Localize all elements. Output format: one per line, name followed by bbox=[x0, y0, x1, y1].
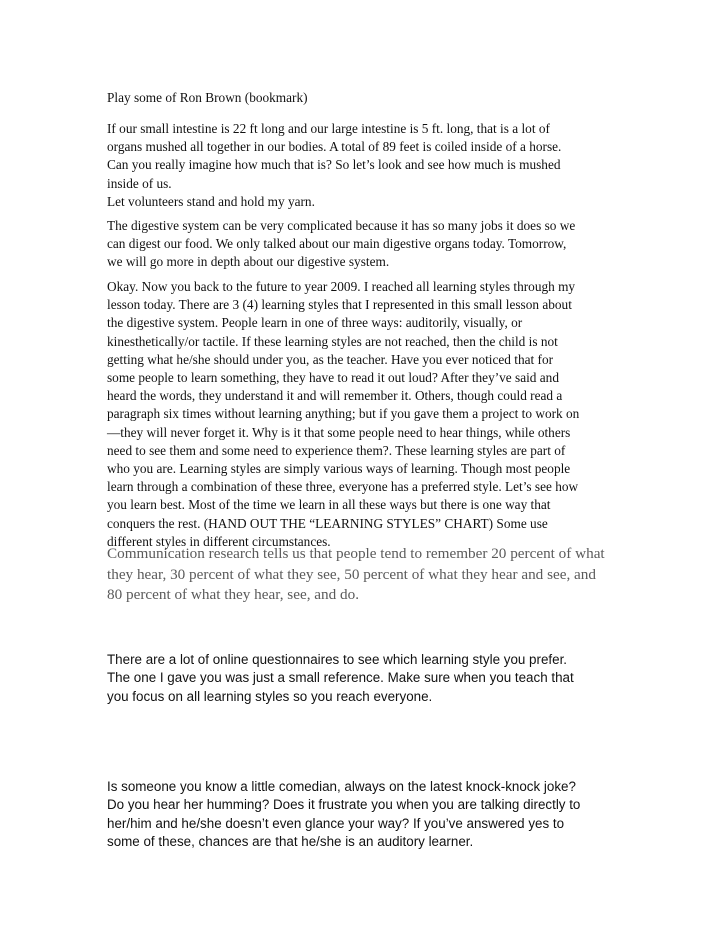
text-line: they hear, 30 percent of what they see, 50 percent of what they hear and see, and bbox=[107, 565, 596, 583]
text-line: some of these, chances are that he/she is an auditory learner. bbox=[107, 834, 474, 850]
text-line: Okay. Now you back to the future to year 2009. I reached all learning styles through my bbox=[107, 279, 576, 294]
text-line: conquers the rest. (HAND OUT THE “LEARNING STYLES” CHART) Some use bbox=[107, 515, 548, 531]
text-line: the digestive system. People learn in one of three ways: auditorily, visually, or bbox=[107, 315, 523, 331]
text-line: we will go more in depth about our digestive system. bbox=[107, 254, 390, 270]
heading bbox=[107, 89, 308, 107]
text-line: The digestive system can be very complicated because it has so many jobs it does so we bbox=[107, 218, 576, 233]
paragraph-auditory bbox=[107, 778, 580, 852]
paragraph-research-quote bbox=[107, 544, 605, 606]
text-line: inside of us. bbox=[107, 175, 172, 191]
text-line: who you are. Learning styles are simply various ways of learning. Though most people bbox=[107, 461, 571, 477]
text-line: you focus on all learning styles so you reach everyone. bbox=[107, 688, 433, 704]
text-line: Communication research tells us that people tend to remember 20 percent of what bbox=[107, 545, 605, 562]
text-line: The one I gave you was just a small reference. Make sure when you teach that bbox=[107, 670, 574, 686]
paragraph-digestive bbox=[107, 217, 575, 272]
paragraph-intestine bbox=[107, 120, 561, 211]
text-line: can digest our food. We only talked about our main digestive organs today. Tomorrow, bbox=[107, 236, 567, 252]
text-line: Let volunteers stand and hold my yarn. bbox=[107, 193, 315, 209]
text-line: organs mushed all together in our bodies. A total of 89 feet is coiled inside of a horse. bbox=[107, 139, 562, 155]
text-line: learn through a combination of these three, everyone has a preferred style. Let’s see how bbox=[107, 479, 579, 495]
text-line: heard the words, they understand it and will remember it. Others, though could read a bbox=[107, 388, 563, 404]
text-line: you learn best. Most of the time we learn in all these ways but there is one way that bbox=[107, 497, 551, 513]
text-line: —they will never forget it. Why is it that some people need to hear things, while others bbox=[107, 424, 571, 440]
text-line: paragraph six times without learning anything; but if you gave them a project to work on bbox=[107, 406, 580, 422]
paragraph-questionnaires bbox=[107, 651, 574, 706]
text-line: 80 percent of what they hear, see, and do. bbox=[107, 586, 359, 604]
text-line: Can you really imagine how much that is? So let’s look and see how much is mushed bbox=[107, 157, 561, 173]
text-line: her/him and he/she doesn’t even glance your way? If you’ve answered yes to bbox=[107, 815, 565, 831]
text-line: kinesthetically/or tactile. If these learning styles are not reached, then the child is not bbox=[107, 333, 558, 349]
text-line: Play some of Ron Brown (bookmark) bbox=[107, 90, 308, 105]
text-line: getting what he/she should under you, as the teacher. Have you ever noticed that for bbox=[107, 351, 554, 367]
paragraph-learning-styles bbox=[107, 278, 579, 551]
text-line: Do you hear her humming? Does it frustrate you when you are talking directly to bbox=[107, 797, 581, 813]
text-line: There are a lot of online questionnaires to see which learning style you prefer. bbox=[107, 652, 568, 667]
text-line: some people to learn something, they have to read it out loud? After they’ve said and bbox=[107, 370, 559, 386]
text-line: different styles in different circumstances. bbox=[107, 533, 331, 549]
text-line: If our small intestine is 22 ft long and our large intestine is 5 ft. long, that is a lot of bbox=[107, 121, 550, 136]
text-line: need to see them and some need to experience them?. These learning styles are part of bbox=[107, 442, 566, 458]
text-line: Is someone you know a little comedian, always on the latest knock-knock joke? bbox=[107, 779, 576, 794]
text-line: lesson today. There are 3 (4) learning styles that I represented in this small lesson about bbox=[107, 297, 572, 313]
